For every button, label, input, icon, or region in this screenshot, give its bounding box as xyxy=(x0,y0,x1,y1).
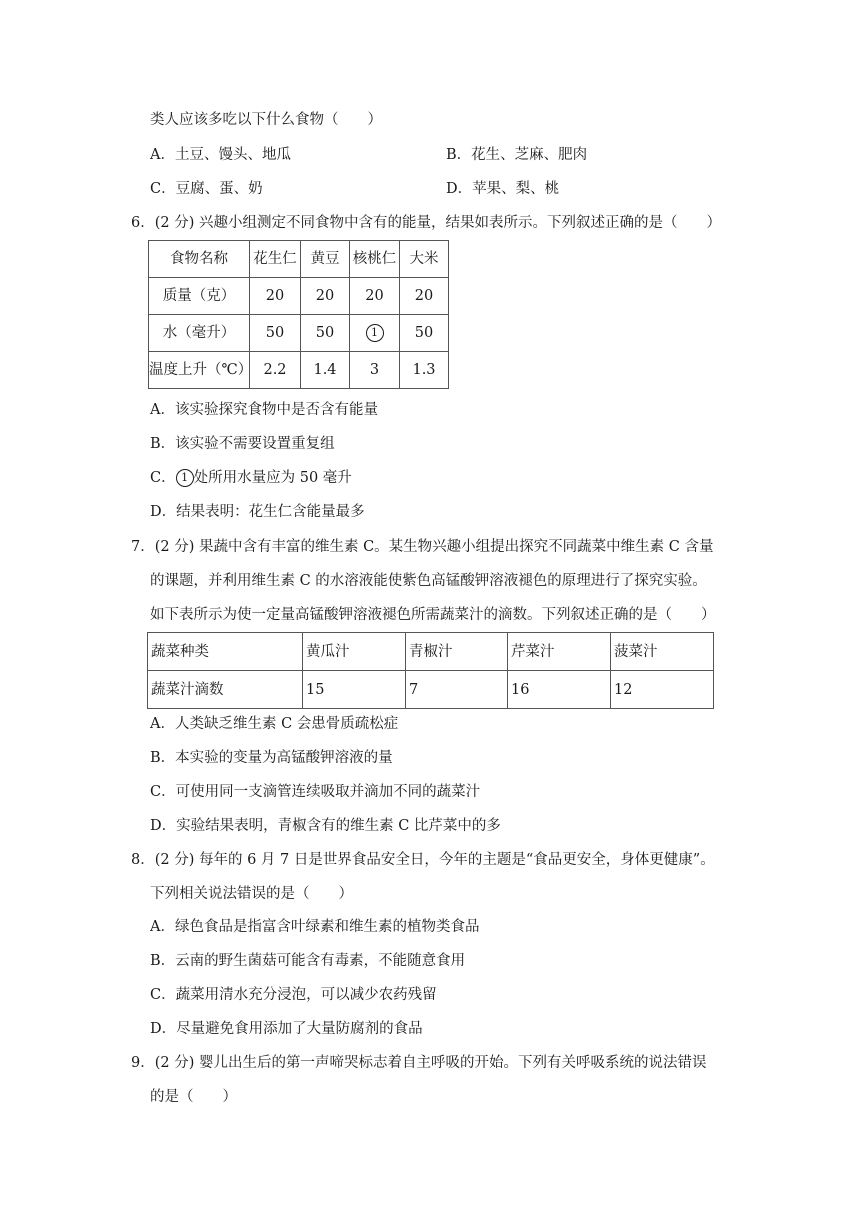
table-cell: 7 xyxy=(406,671,508,709)
q5-option-c: C．豆腐、蛋、奶 xyxy=(150,181,263,197)
table-cell: 20 xyxy=(250,278,301,315)
table-cell: 2.2 xyxy=(250,352,301,389)
option-c-prefix: C． xyxy=(150,470,176,486)
q8-option-a: A．绿色食品是指富含叶绿素和维生素的植物类食品 xyxy=(150,919,480,935)
table-cell: 蔬菜汁滴数 xyxy=(148,671,303,709)
table-cell: 大米 xyxy=(400,241,449,278)
table-cell: 20 xyxy=(301,278,350,315)
table-cell: 1.3 xyxy=(400,352,449,389)
table-cell: 水（毫升） xyxy=(149,315,250,352)
table-cell: 15 xyxy=(303,671,406,709)
table-cell: 50 xyxy=(301,315,350,352)
q8-option-d: D．尽量避免食用添加了大量防腐剂的食品 xyxy=(150,1021,423,1037)
table-cell xyxy=(350,315,400,352)
table-cell: 芹菜汁 xyxy=(508,633,611,671)
table-cell: 16 xyxy=(508,671,611,709)
q6-option-d: D．结果表明：花生仁含能量最多 xyxy=(150,504,365,520)
table-cell: 20 xyxy=(350,278,400,315)
table-header-row xyxy=(148,633,714,671)
q6-option-b: B．该实验不需要设置重复组 xyxy=(150,436,335,452)
q7-option-b: B．本实验的变量为高锰酸钾溶液的量 xyxy=(150,750,393,766)
q5-option-d: D．苹果、梨、桃 xyxy=(446,181,560,197)
table-cell: 核桃仁 xyxy=(350,241,400,278)
circled-number-one: 1 xyxy=(176,469,194,487)
q7-stem-line-3: 如下表所示为使一定量高锰酸钾溶液褪色所需蔬菜汁的滴数。下列叙述正确的是（ ） xyxy=(150,607,716,623)
q8-stem-line-2: 下列相关说法错误的是（ ） xyxy=(150,886,353,902)
table-cell: 20 xyxy=(400,278,449,315)
q8-option-c: C．蔬菜用清水充分浸泡，可以减少农药残留 xyxy=(150,987,437,1003)
q7-stem-line-1: 7．(2 分) 果蔬中含有丰富的维生素 C。某生物兴趣小组提出探究不同蔬菜中维生素 C 含量 xyxy=(131,539,714,555)
table-cell: 质量（克） xyxy=(149,278,250,315)
q8-option-b: B．云南的野生菌菇可能含有毒素，不能随意食用 xyxy=(150,953,466,969)
table-cell: 青椒汁 xyxy=(406,633,508,671)
q5-stem-continuation: 类人应该多吃以下什么食物（ ） xyxy=(150,112,382,128)
q5-option-b: B．花生、芝麻、肥肉 xyxy=(446,147,588,163)
table-cell: 食物名称 xyxy=(149,241,250,278)
q6-stem: 6．(2 分) 兴趣小组测定不同食物中含有的能量，结果如表所示。下列叙述正确的是（ ） xyxy=(131,215,721,231)
q8-stem-line-1: 8．(2 分) 每年的 6 月 7 日是世界食品安全日，今年的主题是“食品更安全，身体更健康”。 xyxy=(131,852,715,868)
circled-number-one: 1 xyxy=(366,324,384,342)
q7-option-c: C．可使用同一支滴管连续吸取并滴加不同的蔬菜汁 xyxy=(150,784,481,800)
table-row xyxy=(149,352,449,389)
table-cell: 3 xyxy=(350,352,400,389)
q6-energy-table xyxy=(148,240,449,389)
q7-drops-table xyxy=(147,632,714,709)
q9-stem-line-2: 的是（ ） xyxy=(150,1089,237,1105)
table-row xyxy=(149,315,449,352)
q6-option-a: A．该实验探究食物中是否含有能量 xyxy=(150,402,378,418)
table-cell: 黄瓜汁 xyxy=(303,633,406,671)
q5-option-a: A．土豆、馒头、地瓜 xyxy=(150,147,291,163)
table-row xyxy=(149,278,449,315)
option-c-text: 处所用水量应为 50 毫升 xyxy=(193,470,352,486)
table-cell: 蔬菜种类 xyxy=(148,633,303,671)
q7-stem-line-2: 的课题，并利用维生素 C 的水溶液能使紫色高锰酸钾溶液褪色的原理进行了探究实验。 xyxy=(150,573,707,589)
table-cell: 黄豆 xyxy=(301,241,350,278)
q7-option-a: A．人类缺乏维生素 C 会患骨质疏松症 xyxy=(150,716,399,732)
table-cell: 温度上升（℃） xyxy=(149,352,250,389)
table-cell: 50 xyxy=(250,315,301,352)
table-row xyxy=(148,671,714,709)
q6-option-c xyxy=(150,468,352,488)
table-cell: 1.4 xyxy=(301,352,350,389)
table-cell: 50 xyxy=(400,315,449,352)
q7-option-d: D．实验结果表明，青椒含有的维生素 C 比芹菜中的多 xyxy=(150,818,501,834)
table-cell: 12 xyxy=(611,671,714,709)
table-cell: 花生仁 xyxy=(250,241,301,278)
q9-stem-line-1: 9．(2 分) 婴儿出生后的第一声啼哭标志着自主呼吸的开始。下列有关呼吸系统的说法错误 xyxy=(131,1055,707,1071)
table-cell: 菠菜汁 xyxy=(611,633,714,671)
table-header-row xyxy=(149,241,449,278)
